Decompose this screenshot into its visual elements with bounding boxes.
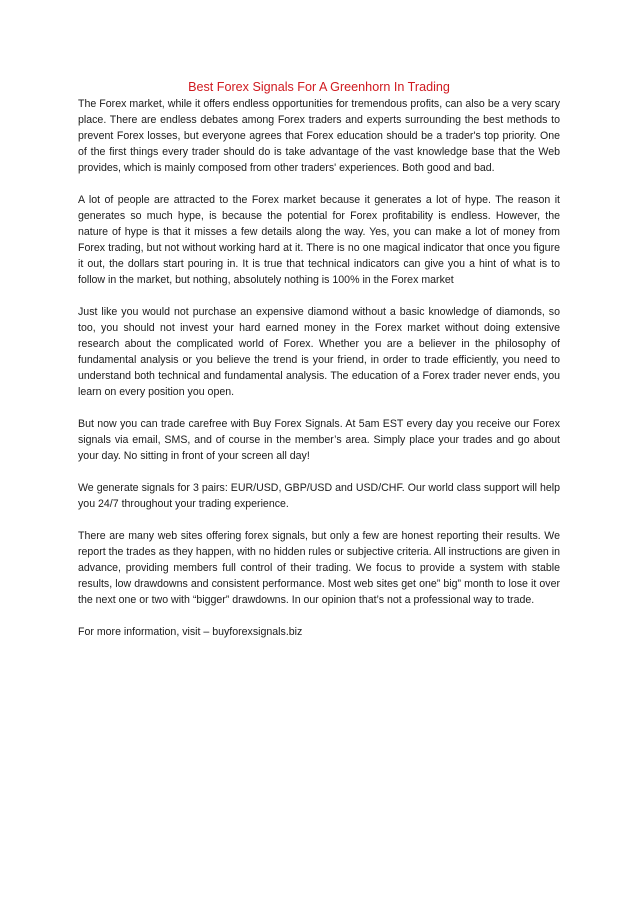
closing-line: For more information, visit – buyforexsignals.biz bbox=[78, 626, 303, 638]
paragraph-intro: The Forex market, while it offers endless opportunities for tremendous profits, can also be a very scary place. There are endless debates among Forex traders and experts surrounding the best methods to prevent Forex losses, but everyone agrees that Forex education should be a trader's top priority. One of the first things every trader should do is take advantage of the vast knowledge base that the Web provides, which is mainly composed from other traders' experiences. Both good and bad. bbox=[78, 98, 560, 174]
paragraph-hype: A lot of people are attracted to the Forex market because it generates a lot of hype. The reason it generates so much hype, is because the potential for Forex profitability is endless. However, the nature of hype is that it misses a few details along the way. Yes, you can make a lot of money from Forex trading, but not without working hard at it. There is no one magical indicator that once you figure it out, the dollars start pouring in. It is true that technical indicators can give you a hint of what is to follow in the market, but nothing, absolutely nothing is 100% in the Forex market bbox=[78, 194, 560, 286]
paragraph-honest-reporting: There are many web sites offering forex signals, but only a few are honest reporting their results. We report the trades as they happen, with no hidden rules or subjective criteria. All instructions are given in advance, providing members full control of their trading. We focus to provide a system with stable results, low drawdowns and consistent performance. Most web sites get one” big” month to lose it over the next one or two with “bigger” drawdowns. In our opinion that’s not a professional way to trade. bbox=[78, 530, 560, 606]
document-body bbox=[78, 78, 560, 656]
document-title: Best Forex Signals For A Greenhorn In Trading bbox=[188, 80, 450, 94]
paragraph-buy-forex-signals: But now you can trade carefree with Buy Forex Signals. At 5am EST every day you receive our Forex signals via email, SMS, and of course in the member’s area. Simply place your trades and go about your day. No sitting in front of your screen all day! bbox=[78, 418, 560, 462]
paragraph-currency-pairs: We generate signals for 3 pairs: EUR/USD, GBP/USD and USD/CHF. Our world class support will help you 24/7 throughout your trading experience. bbox=[78, 482, 560, 510]
paragraph-education: Just like you would not purchase an expensive diamond without a basic knowledge of diamonds, so too, you should not invest your hard earned money in the Forex market without doing extensive research about the complicated world of Forex. Whether you are a believer in the philosophy of fundamental analysis or you believe the trend is your friend, in order to trade efficiently, you need to understand both technical and fundamental analysis. The education of a Forex trader never ends, you learn on every position you open. bbox=[78, 306, 560, 398]
